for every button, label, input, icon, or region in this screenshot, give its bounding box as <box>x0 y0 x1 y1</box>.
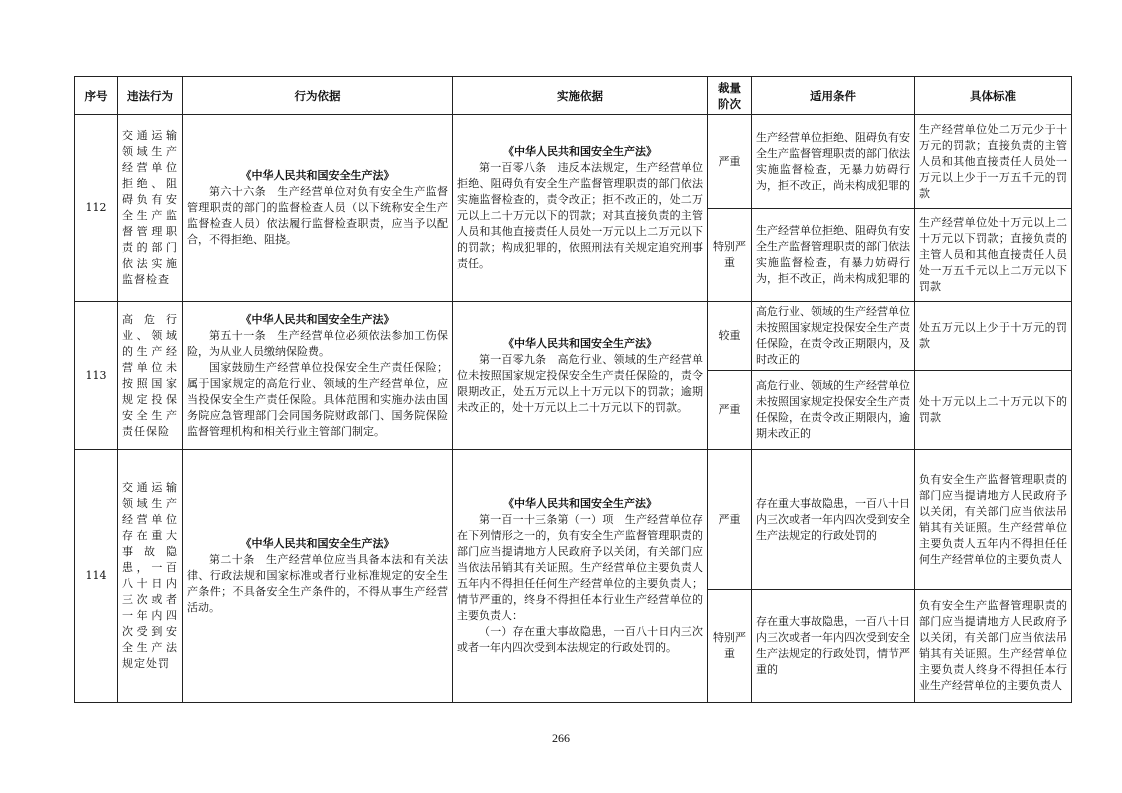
applicable-condition: 存在重大事故隐患，一百八十日内三次或者一年内四次受到安全生产法规定的行政处罚的 <box>752 450 915 590</box>
row-number: 114 <box>75 450 118 703</box>
page-number: 266 <box>552 731 570 745</box>
discretion-level: 严重 <box>708 371 752 450</box>
applicable-condition: 高危行业、领域的生产经营单位未按照国家规定投保安全生产责任保险，在责令改正期限内，及时改正的 <box>752 302 915 371</box>
specific-standard: 生产经营单位处二万元少于十万元的罚款；直接负责的主管人员和其他直接责任人员处一万元以上少于一万五千元的罚款 <box>915 115 1072 209</box>
discretion-level: 严重 <box>708 115 752 209</box>
implementation-basis <box>453 115 708 302</box>
header-no: 序号 <box>75 77 118 115</box>
specific-standard: 负有安全生产监督管理职责的部门应当提请地方人民政府予以关闭，有关部门应当依法吊销其有关证照。生产经营单位主要负责人五年内不得担任任何生产经营单位的主要负责人 <box>915 450 1072 590</box>
header-cond: 适用条件 <box>752 77 915 115</box>
row-number: 113 <box>75 302 118 450</box>
specific-standard: 处十万元以上二十万元以下的罚款 <box>915 371 1072 450</box>
specific-standard: 负有安全生产监督管理职责的部门应当提请地方人民政府予以关闭，有关部门应当依法吊销其有关证照。生产经营单位主要负责人终身不得担任本行业生产经营单位的主要负责人 <box>915 590 1072 703</box>
impl-text: 第一百零八条 违反本法规定，生产经营单位拒绝、阻碍负有安全生产监督管理职责的部门依法实施监督检查的，责令改正；拒不改正的，处二万元以上二十万元以下的罚款；对其直接负责的主管人员和其他直接责任人员处一万元以上二万元以下的罚款；构成犯罪的，依照刑法有关规定追究刑事责任。 <box>457 161 703 270</box>
penalty-table <box>74 76 1072 703</box>
specific-standard: 处五万元以上少于十万元的罚款 <box>915 302 1072 371</box>
applicable-condition: 生产经营单位拒绝、阻碍负有安全生产监督管理职责的部门依法实施监督检查，无暴力妨碍行为，拒不改正，尚未构成犯罪的 <box>752 115 915 209</box>
implementation-basis <box>453 450 708 703</box>
header-act: 违法行为 <box>118 77 183 115</box>
discretion-level: 特别严重 <box>708 209 752 302</box>
violation-act: 高危行业、领域的生产经营单位未按照国家规定投保安全生产责任保险 <box>118 302 183 450</box>
header-level-line2: 阶次 <box>718 96 741 111</box>
violation-act: 交通运输领域生产经营单位存在重大事故隐患，一百八十日内三次或者一年内四次受到安全生产法规定处罚 <box>118 450 183 703</box>
basis-law-title: 《中华人民共和国安全生产法》 <box>240 169 395 182</box>
impl-law-title: 《中华人民共和国安全生产法》 <box>503 497 657 510</box>
header-impl: 实施依据 <box>453 77 708 115</box>
impl-text-2: （一）存在重大事故隐患，一百八十日内三次或者一年内四次受到本法规定的行政处罚的。 <box>457 625 703 654</box>
header-std: 具体标准 <box>915 77 1072 115</box>
basis-law-title: 《中华人民共和国安全生产法》 <box>240 537 395 550</box>
header-row <box>75 77 1072 115</box>
discretion-level: 严重 <box>708 450 752 590</box>
row-number: 112 <box>75 115 118 302</box>
impl-law-title: 《中华人民共和国安全生产法》 <box>503 145 657 158</box>
applicable-condition: 生产经营单位拒绝、阻碍负有安全生产监督管理职责的部门依法实施监督检查，有暴力妨碍行为，拒不改正，尚未构成犯罪的 <box>752 209 915 302</box>
basis-text: 第五十一条 生产经营单位必须依法参加工伤保险，为从业人员缴纳保险费。 <box>187 328 448 358</box>
header-basis: 行为依据 <box>183 77 453 115</box>
header-level <box>708 77 752 115</box>
impl-text: 第一百零九条 高危行业、领域的生产经营单位未按照国家规定投保安全生产责任保险的，责令限期改正，处五万元以上十万元以下的罚款；逾期未改正的，处十万元以上二十万元以下的罚款。 <box>457 352 703 414</box>
table-row <box>75 302 1072 371</box>
behavior-basis <box>183 302 453 450</box>
header-level-line1: 裁量 <box>718 80 741 95</box>
violation-act: 交通运输领域生产经营单位拒绝、阻碍负有安全生产监督管理职责的部门依法实施监督检查 <box>118 115 183 302</box>
basis-law-title: 《中华人民共和国安全生产法》 <box>240 312 395 326</box>
implementation-basis <box>453 302 708 450</box>
discretion-level: 特别严重 <box>708 590 752 703</box>
specific-standard: 生产经营单位处十万元以上二十万元以下罚款；直接负责的主管人员和其他直接责任人员处一万五千元以上二万元以下罚款 <box>915 209 1072 302</box>
discretion-level: 较重 <box>708 302 752 371</box>
basis-text: 第二十条 生产经营单位应当具备本法和有关法律、行政法规和国家标准或者行业标准规定的安全生产条件；不具备安全生产条件的，不得从事生产经营活动。 <box>187 553 448 614</box>
behavior-basis <box>183 115 453 302</box>
impl-text: 第一百一十三条第（一）项 生产经营单位存在下列情形之一的，负有安全生产监督管理职责的部门应当提请地方人民政府予以关闭，有关部门应当依法吊销其有关证照。生产经营单位主要负责人五年内不得担任任何生产经营单位的主要负责人；情节严重的，终身不得担任本行业生产经营单位的主要负责人： <box>457 513 703 622</box>
table-row <box>75 115 1072 209</box>
applicable-condition: 存在重大事故隐患，一百八十日内三次或者一年内四次受到安全生产法规定的行政处罚，情节严重的 <box>752 590 915 703</box>
behavior-basis <box>183 450 453 703</box>
impl-law-title: 《中华人民共和国安全生产法》 <box>503 336 657 350</box>
basis-text-2: 国家鼓励生产经营单位投保安全生产责任保险；属于国家规定的高危行业、领域的生产经营单位，应当投保安全生产责任保险。具体范围和实施办法由国务院应急管理部门会同国务院财政部门、国务院保险监督管理机构和相关行业主管部门制定。 <box>187 360 448 438</box>
table-row <box>75 450 1072 590</box>
applicable-condition: 高危行业、领域的生产经营单位未按照国家规定投保安全生产责任保险，在责令改正期限内，逾期未改正的 <box>752 371 915 450</box>
basis-text: 第六十六条 生产经营单位对负有安全生产监督管理职责的部门的监督检查人员（以下统称安全生产监督检查人员）依法履行监督检查职责，应当予以配合，不得拒绝、阻挠。 <box>187 185 448 246</box>
